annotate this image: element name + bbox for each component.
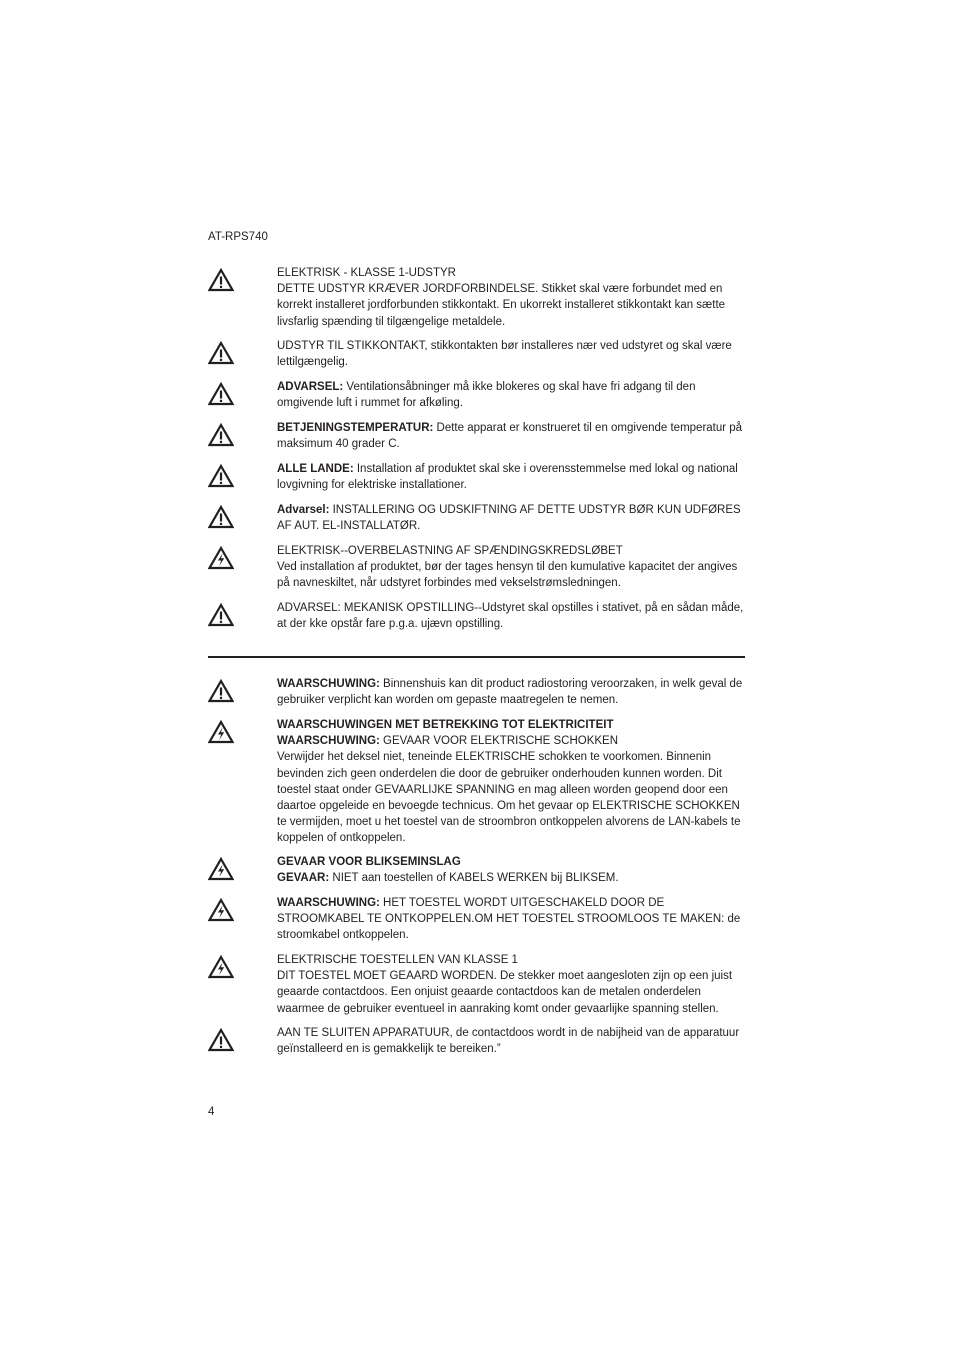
warning-title: ELEKTRISCHE TOESTELLEN VAN KLASSE 1 <box>277 954 518 966</box>
warning-lead: WAARSCHUWING: <box>277 735 380 748</box>
warning-triangle-icon <box>208 679 234 703</box>
electrical-hazard-icon <box>208 857 234 881</box>
warning-lead: WAARSCHUWING: <box>277 678 380 690</box>
warning-lead: ALLE LANDE: <box>277 463 354 475</box>
warning-triangle-icon <box>208 341 234 365</box>
warning-text: DETTE UDSTYR KRÆVER JORDFORBINDELSE. Stikket skal være forbundet med en korrekt installeret jordforbunden stikkontakt. En ukorrekt installeret stikkontakt kan sætte livsfarlig spænding til tilgængelige metaldele. <box>277 283 726 328</box>
section-divider <box>208 656 745 658</box>
warning-lead: WAARSCHUWING: <box>277 897 380 909</box>
warning-triangle-icon <box>208 382 234 406</box>
electrical-hazard-icon <box>208 898 234 922</box>
electrical-hazard-icon <box>208 955 234 979</box>
warning-text: HET TOESTEL WORDT UITGESCHAKELD DOOR DE STROOMKABEL TE ONTKOPPELEN.OM HET TOESTEL STROOMLOOS TE MAKEN: de stroomkabel ontkoppelen. <box>277 897 741 942</box>
warning-lead: ADVARSEL: <box>277 381 344 393</box>
warning-lead: BETJENINGSTEMPERATUR: <box>277 422 434 434</box>
warning-title: ELEKTRISK--OVERBELASTNING AF SPÆNDINGSKREDSLØBET <box>277 545 623 557</box>
page-number: 4 <box>208 1106 215 1118</box>
warning-heading: GEVAAR VOOR BLIKSEMINSLAG <box>277 856 461 868</box>
warning-text: UDSTYR TIL STIKKONTAKT, stikkontakten bør installeres nær ved udstyret og skal være lettilgængelig. <box>277 340 732 369</box>
warning-text: Ved installation af produktet, bør der tages hensyn til den kumulative kapacitet der angives på navneskiltet, når udstyret forbindes med vekselstrømsledningen. <box>277 561 738 590</box>
warning-text: Ventilationsåbninger må ikke blokeres og skal have fri adgang til den omgivende luft i rummet for afkøling. <box>277 381 696 410</box>
warning-title: ELEKTRISK - KLASSE 1-UDSTYR <box>277 267 456 279</box>
warning-text: Dette apparat er konstrueret til en omgivende temperatur på maksimum 40 grader C. <box>277 422 743 451</box>
warning-heading: WAARSCHUWINGEN MET BETREKKING TOT ELEKTRICITEIT <box>277 719 614 731</box>
warning-lead: Advarsel: <box>277 504 330 516</box>
warning-triangle-icon <box>208 505 234 529</box>
electrical-hazard-icon <box>208 546 234 570</box>
warning-text: AAN TE SLUITEN APPARATUUR, de contactdoos wordt in de nabijheid van de apparatuur geïnstalleerd en is gemakkelijk te bereiken.” <box>277 1027 740 1056</box>
warning-triangle-icon <box>208 1028 234 1052</box>
warning-triangle-icon <box>208 464 234 488</box>
warning-text: Installation af produktet skal ske i overensstemmelse med lokal og national lovgivning for elektriske installationer. <box>277 463 738 492</box>
warning-text: Verwijder het deksel niet, teneinde ELEKTRISCHE schokken te voorkomen. Binnenin bevinden zich geen onderdelen die door de gebruiker onderhouden kunnen worden. Dit toestel staat onder GEVAARLIJKE SPANNING en mag alleen worden geopend door een daartoe opgeleide en bevoegde technicus. Om het gevaar op ELEKTRISCHE SCHOKKEN te vermijden, moet u het toestel van de stroombron ontkoppelen alvorens de LAN-kabels te koppelen of ontkoppelen. <box>277 751 741 845</box>
electrical-hazard-icon <box>208 720 234 744</box>
warning-subtitle: GEVAAR VOOR ELEKTRISCHE SCHOKKEN <box>379 735 619 748</box>
warning-text: NIET aan toestellen of KABELS WERKEN bij BLIKSEM. <box>329 872 619 885</box>
warning-triangle-icon <box>208 423 234 447</box>
document-model-header: AT-RPS740 <box>208 231 268 243</box>
warning-text: DIT TOESTEL MOET GEAARD WORDEN. De stekker moet aangesloten zijn op een juist geaarde contactdoos. Een onjuist geaarde contactdoos kan de metalen onderdelen waarmee de gebruiker eventueel in aanraking komt onder gevaarlijke spanning stellen. <box>277 970 733 1015</box>
warning-triangle-icon <box>208 268 234 292</box>
warning-text: INSTALLERING OG UDSKIFTNING AF DETTE UDSTYR BØR KUN UDFØRES AF AUT. EL-INSTALLATØR. <box>277 504 741 533</box>
warning-text: ADVARSEL: MEKANISK OPSTILLING--Udstyret skal opstilles i stativet, på en sådan måde, at der kke opstår fare p.g.a. ujævn opstilling. <box>277 602 744 631</box>
warning-triangle-icon <box>208 603 234 627</box>
warning-lead: GEVAAR: <box>277 872 330 885</box>
warning-text: Binnenshuis kan dit product radiostoring veroorzaken, in welk geval de gebruiker verplicht kan worden om gepaste maatregelen te nemen. <box>277 678 743 707</box>
